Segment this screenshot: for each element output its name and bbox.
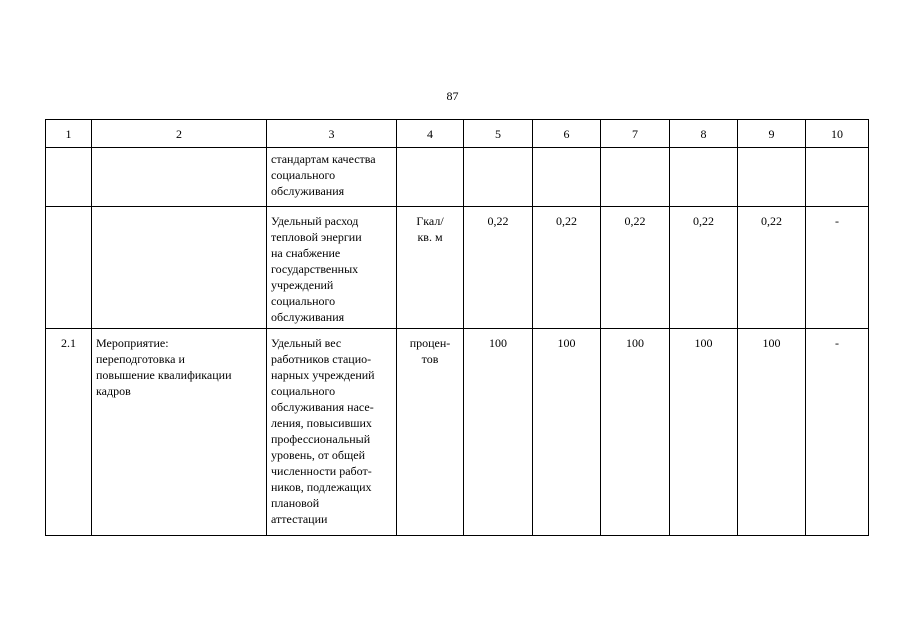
value-cell: 100: [533, 329, 601, 536]
indicator-cell: стандартам качества социального обслуживания: [267, 148, 397, 207]
unit-cell: процен- тов: [397, 329, 464, 536]
table-row: [46, 148, 869, 207]
value-cell: -: [806, 329, 869, 536]
table-row: [46, 329, 869, 536]
value-cell: 0,22: [670, 207, 738, 329]
column-header: 5: [464, 120, 533, 148]
column-header: 7: [601, 120, 670, 148]
column-header: 4: [397, 120, 464, 148]
table-row: [46, 207, 869, 329]
column-header: 9: [738, 120, 806, 148]
column-header: 6: [533, 120, 601, 148]
value-cell: 0,22: [533, 207, 601, 329]
value-cell: 0,22: [738, 207, 806, 329]
value-cell: [464, 148, 533, 207]
activity-cell: [92, 207, 267, 329]
table-header-row: [46, 120, 869, 148]
column-header: 8: [670, 120, 738, 148]
row-number-cell: [46, 207, 92, 329]
value-cell: [601, 148, 670, 207]
column-header: 3: [267, 120, 397, 148]
value-cell: -: [806, 207, 869, 329]
value-cell: 0,22: [464, 207, 533, 329]
row-number-cell: [46, 148, 92, 207]
activity-cell: [92, 148, 267, 207]
value-cell: 100: [464, 329, 533, 536]
value-cell: [533, 148, 601, 207]
unit-cell: Гкал/ кв. м: [397, 207, 464, 329]
value-cell: 100: [601, 329, 670, 536]
value-cell: 100: [670, 329, 738, 536]
indicators-table: [45, 119, 869, 536]
column-header: 2: [92, 120, 267, 148]
value-cell: [738, 148, 806, 207]
column-header: 10: [806, 120, 869, 148]
value-cell: [806, 148, 869, 207]
indicator-cell: Удельный расход тепловой энергии на снабжение государственных учреждений социального обслуживания: [267, 207, 397, 329]
value-cell: 0,22: [601, 207, 670, 329]
column-header: 1: [46, 120, 92, 148]
unit-cell: [397, 148, 464, 207]
value-cell: [670, 148, 738, 207]
value-cell: 100: [738, 329, 806, 536]
row-number-cell: 2.1: [46, 329, 92, 536]
indicator-cell: Удельный вес работников стацио- нарных учреждений социального обслуживания насе- ления, повысивших профессиональный уровень, от общей численности работ- ников, подлежащих плановой аттестации: [267, 329, 397, 536]
page-number: 87: [446, 89, 459, 103]
activity-cell: Мероприятие: переподготовка и повышение квалификации кадров: [92, 329, 267, 536]
